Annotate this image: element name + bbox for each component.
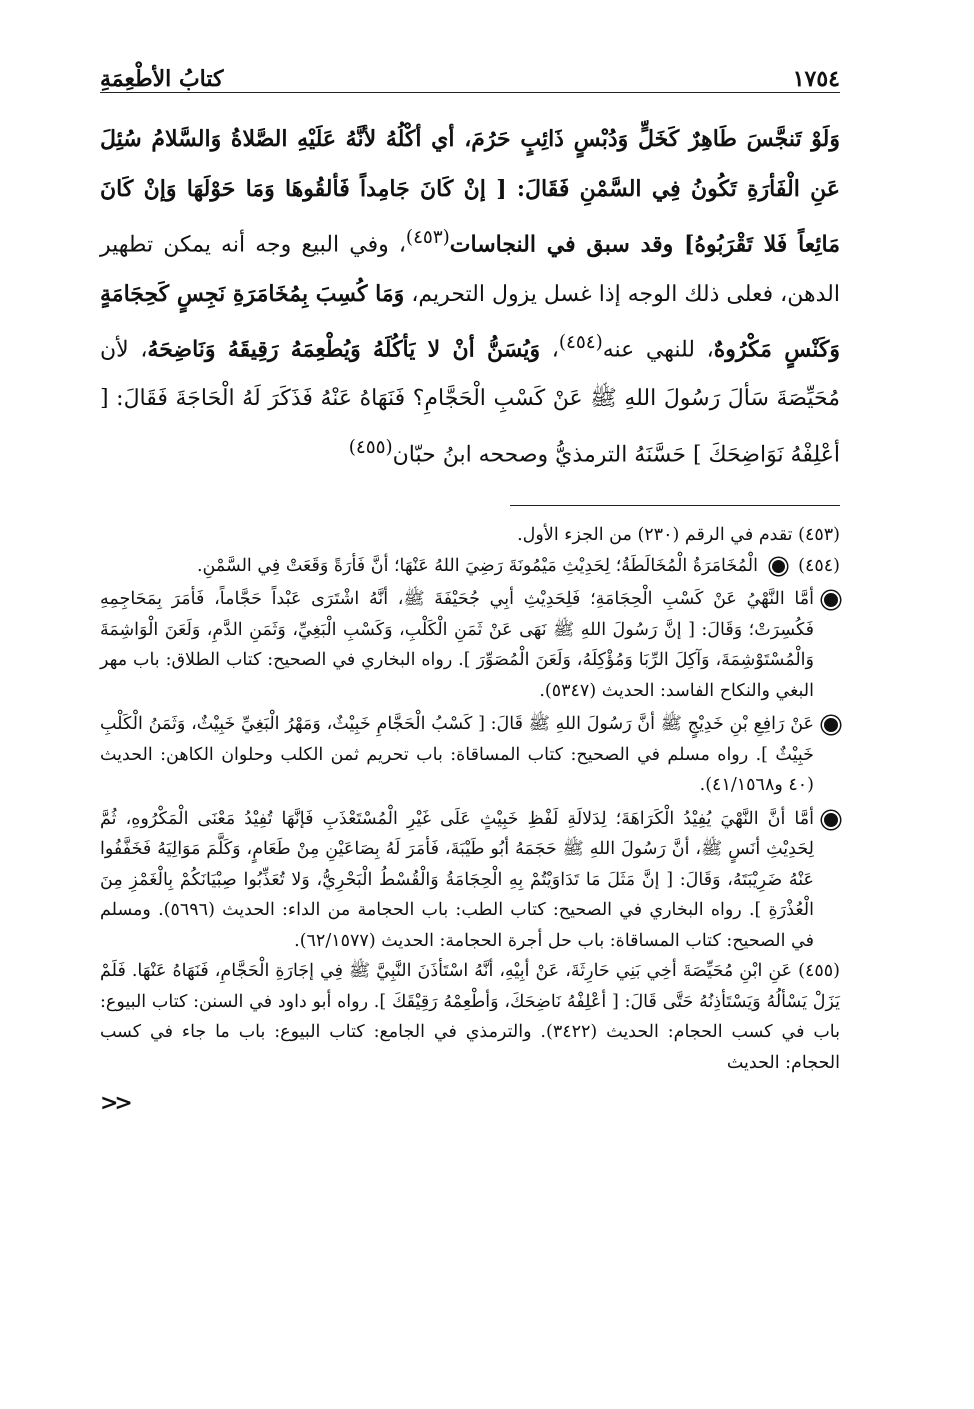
- footnote-454-intro: الْمُخَامَرَةُ الْمُخَالَطَةُ؛ لِحَدِيْثِ مَيْمُونَةَ رَضِيَ اللهُ عَنْهَا؛ أنَّ فَأرَةً وَقَعَتْ فِي السَّمْنِ.: [196, 555, 758, 576]
- main-matn-2: وَمَا كُسِبَ بِمُخَامَرَةِ نَجِسٍ كَحِجَامَةٍ وَكَنْسٍ مَكْرُوهٌ: [100, 280, 841, 363]
- footnotes: [100, 520, 840, 1119]
- footnote-454-number: (٤٥٤): [798, 555, 840, 576]
- bullet-icon: [770, 558, 787, 575]
- page-number: ١٧٥٤: [792, 66, 840, 92]
- bullet-icon: [822, 716, 840, 734]
- footnote-ref-455: (٤٥٥): [348, 436, 393, 458]
- page-header: [100, 58, 840, 93]
- main-sharh-1: ، وفي البيع وجه أنه يمكن تطهير الدهن، فعلى ذلك الوجه إذا غسل يزول التحريم،: [100, 232, 840, 307]
- footnote-454: [100, 551, 840, 582]
- main-matn-3: وَيُسَنُّ أنْ لا يَأكُلَهُ وَيُطْعِمَهُ رَقِيقَهُ وَنَاضِحَهُ: [147, 336, 541, 363]
- footnote-453: [100, 520, 840, 551]
- header-page-number-group: [793, 66, 840, 92]
- footnote-ref-454: (٤٥٤): [558, 332, 603, 354]
- continuation-mark: <<: [100, 1090, 129, 1117]
- footnote-455-number: (٤٥٥): [798, 961, 840, 982]
- bullet-icon: [822, 811, 840, 829]
- footnote-455-text: عَنِ ابْنِ مُحَيِّصَةَ أخِي بَنِي حَارِثَةَ، عَنْ أبِيْهِ، أنَّهُ اسْتَأذَنَ النَّبِيَّ ﷺ فِي إجَارَةِ الْحَجَّامِ، فَنَهَاهُ عَنْهَا. فَلَمْ يَزَلْ يَسْألُهُ وَيَسْتَأذِنُهُ حَتَّى قَالَ: [ أعْلِفْهُ نَاضِحَكَ، وَأطْعِمْهُ رَقِيْقَكَ ]. رواه أبو داود في السنن: كتاب البيوع: باب في كسب الحجام: الحديث (٣٤٢٢). والترمذي في الجامع: كتاب البيوع: باب ما جاء في كسب الحجام: الحديث: [100, 961, 840, 1073]
- book-page: [100, 58, 840, 1119]
- footnote-454-item-1: [100, 584, 840, 706]
- footnote-separator: [510, 505, 840, 506]
- book-title: كتابُ الأطْعِمَةِ: [100, 66, 224, 92]
- main-text: [100, 115, 840, 479]
- main-sharh-4: ، لأن مُحَيِّصَةَ سَألَ رَسُولَ اللهِ ﷺ عَنْ كَسْبِ الْحَجَّامِ؟ فَنَهَاهُ عَنْهُ فَذَكَرَ لَهُ الْحَاجَةَ فَقَالَ: [ أعْلِفْهُ نَوَاضِحَكَ ] حَسَّنَهُ الترمذيُّ وصححه ابنُ حبّان: [100, 337, 840, 467]
- main-matn-1: وَلَوْ تَنجَّسَ طَاهِرٌ كَخَلٍّ وَدُبْسٍ ذَائِبٍ حَرُمَ، أي أكْلُهُ لأنَّهُ عَلَيْهِ الصَّلاةُ وَالسَّلامُ سُئِلَ عَنِ الْفَأرَةِ تَكُونُ فِي السَّمْنِ فَقَالَ: [ إنْ كَانَ جَامِداً فَألقُوهَا وَمَا حَوْلَهَا وَإنْ كَانَ مَائِعاً فَلا تَقْرَبُوهُ] وقد سبق في النجاسات: [100, 126, 840, 258]
- footnote-454-item-3: [100, 804, 840, 957]
- bullet-icon: [822, 591, 840, 609]
- footnote-453-text: تقدم في الرقم (٢٣٠) من الجزء الأول.: [517, 525, 793, 546]
- footnote-ref-453: (٤٥٣): [405, 227, 450, 248]
- footnote-453-number: (٤٥٣): [798, 525, 840, 546]
- footnote-454-item-1-text: أمَّا النَّهْيُ عَنْ كَسْبِ الْحِجَامَةِ؛ فَلِحَدِيْثِ أبِي جُحَيْفَةَ ﷺ، أنَّهُ اشْتَرَى عَبْداً حَجَّاماً، فَأمَرَ بِمَحَاجِمِهِ فَكُسِرَتْ؛ وَقَالَ: [ إنَّ رَسُولَ اللهِ ﷺ نَهَى عَنْ ثَمَنِ الْكَلْبِ، وَكَسْبِ الْبَغِيِّ، وَثَمَنِ الدَّمِ، وَلَعَنَ الْوَاشِمَةَ وَالْمُسْتَوْشِمَةَ، وَآكِلَ الرِّبَا وَمُؤْكِلَهُ، وَلَعَنَ الْمُصَوِّرَ ]. رواه البخاري في الصحيح: كتاب الطلاق: باب مهر البغي والنكاح الفاسد: الحديث (٥٣٤٧).: [100, 589, 814, 701]
- footnote-454-item-2: [100, 709, 840, 801]
- main-sharh-2: ، للنهي عنه: [602, 337, 714, 363]
- footnote-455: [100, 956, 840, 1078]
- footnote-454-item-2-text: عَنْ رَافِعِ بْنِ خَدِيْجٍ ﷺ أنَّ رَسُولَ اللهِ ﷺ قَالَ: [ كَسْبُ الْحَجَّامِ خَبِيْثٌ، وَمَهْرُ الْبَغِيِّ خَبِيْثٌ، وَثَمَنُ الْكَلْبِ خَبِيْثٌ ]. رواه مسلم في الصحيح: كتاب المساقاة: باب تحريم ثمن الكلب وحلوان الكاهن: الحديث (٤٠ و٤١/١٥٦٨).: [100, 714, 814, 796]
- footnote-454-item-3-text: أمَّا أنَّ النَّهْيَ يُفِيْدُ الْكَرَاهَةَ؛ لِدَلالَةِ لَفْظِ خَبِيْثٍ عَلَى غَيْرِ الْمُسْتَعْذَبِ فَإنَّهَا تُفِيْدُ مَعْنَى الْمَكْرُوهِ، ثُمَّ لِحَدِيْثِ أنَسٍ ﷺ، أنَّ رَسُولَ اللهِ ﷺ حَجَمَهُ أبُو طَيْبَةَ، فَأمَرَ لَهُ بِصَاعَيْنِ مِنْ طَعَامٍ، وَكَلَّمَ مَوَالِيَهُ فَخَفَّفُوا عَنْهُ ضَرِيْبَتَهُ، وَقَالَ: [ إنَّ مَثَلَ مَا تَدَاوَيْتُمْ بِهِ الْحِجَامَةُ وَالْقُسْطُ الْبَحْرِيُّ، وَلا تُعَذِّبُوا صِبْيَانَكُمْ بِالْغَمْزِ مِنَ الْعُذْرَةِ ]. رواه البخاري في الصحيح: كتاب الطب: باب الحجامة من الداء: الحديث (٥٦٩٦). ومسلم في الصحيح: كتاب المساقاة: باب حل أجرة الحجامة: الحديث (٦٢/١٥٧٧).: [100, 808, 814, 951]
- main-sharh-3: ،: [540, 337, 559, 363]
